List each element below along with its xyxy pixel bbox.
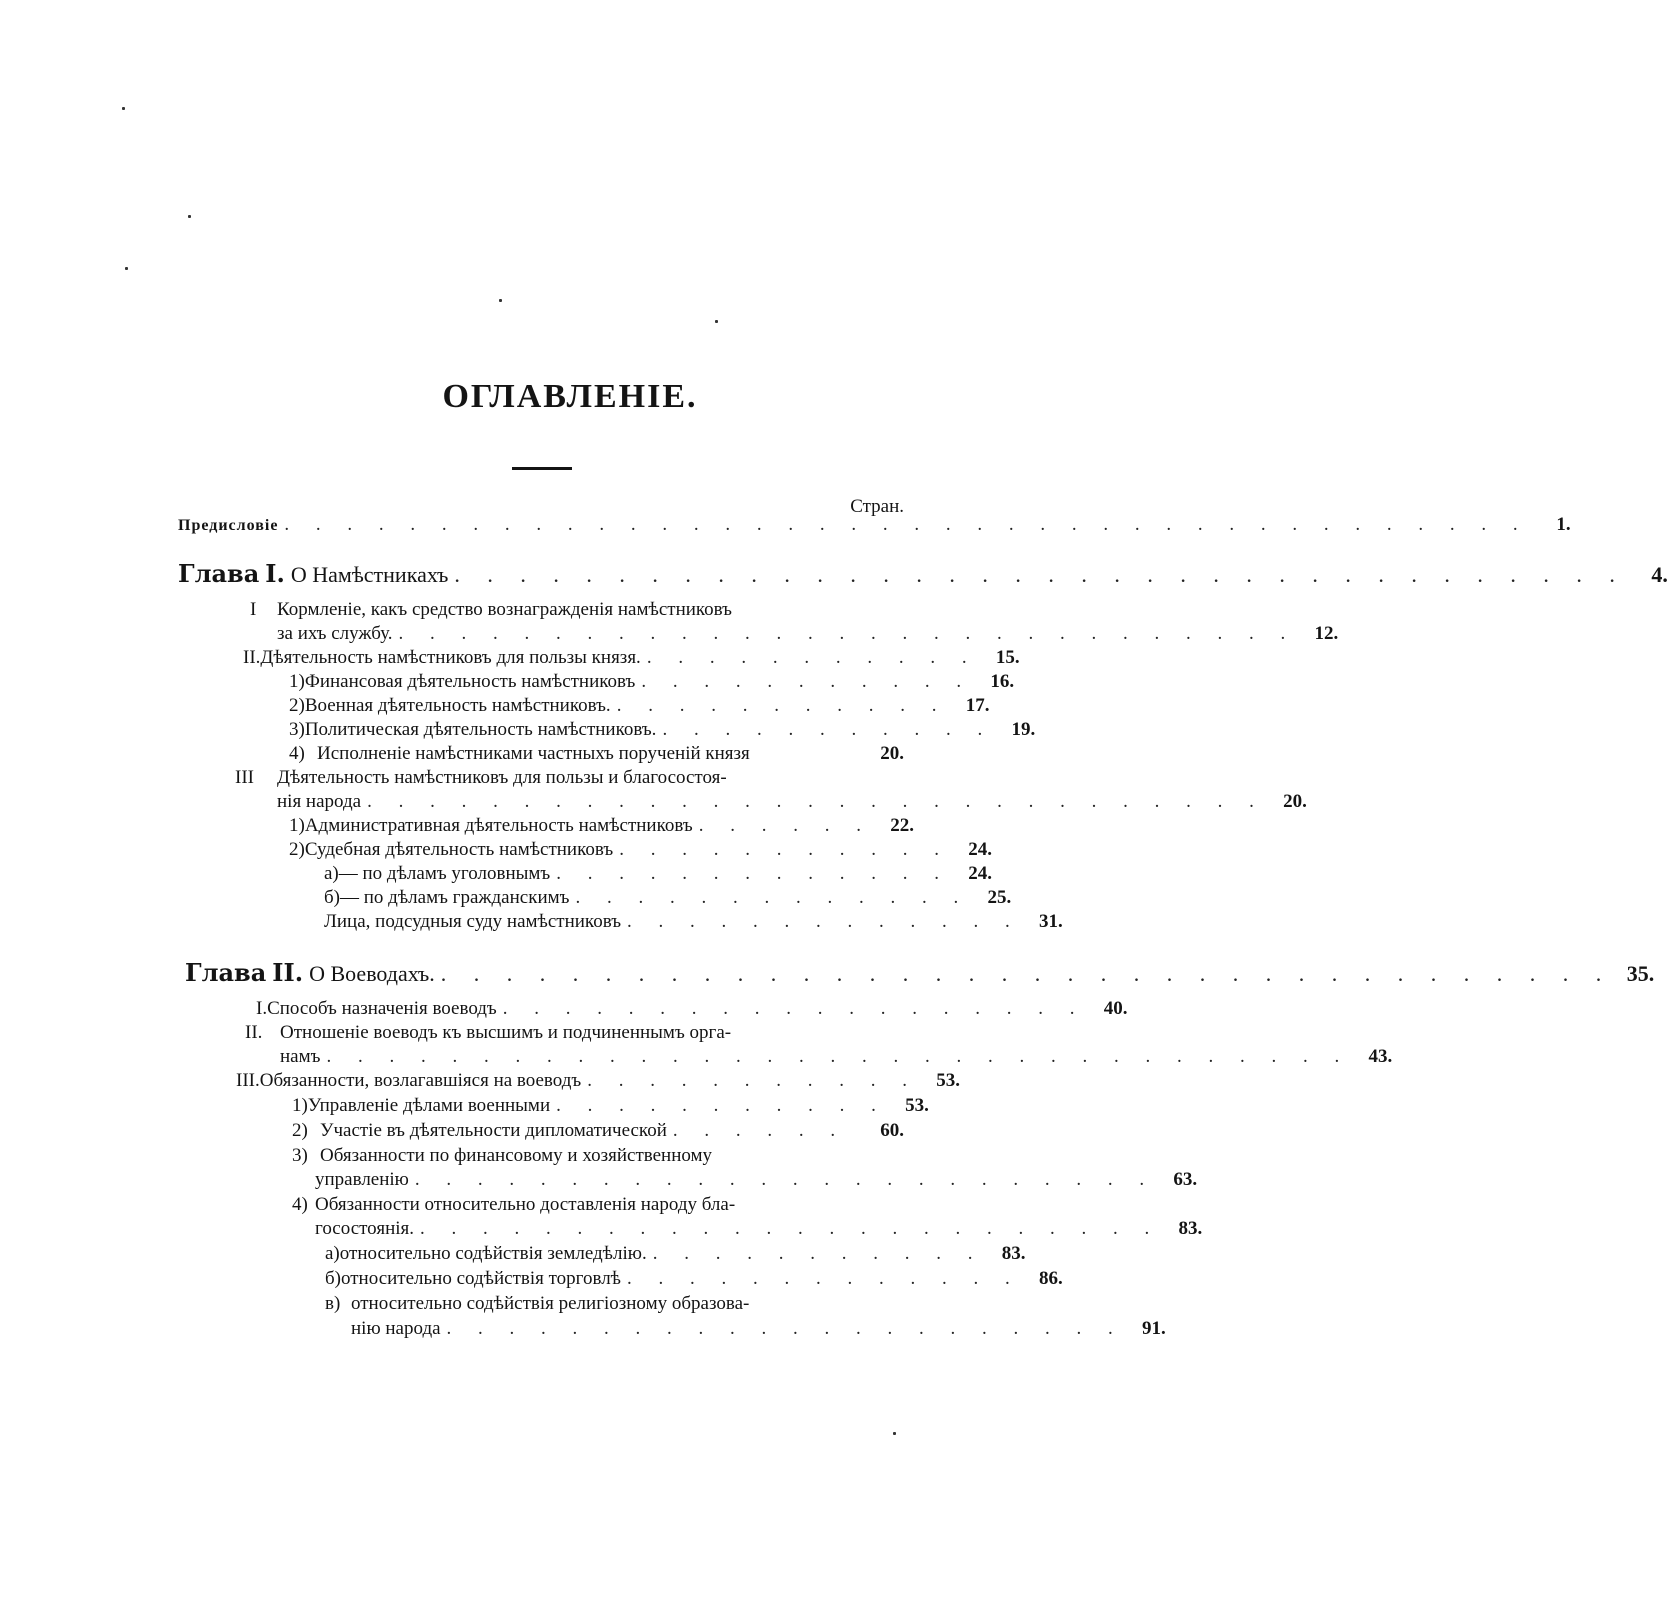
chapter-word: Глава bbox=[185, 958, 267, 987]
toc-entry-label: Исполненіе намѣстниками частныхъ порученій князя bbox=[317, 743, 750, 764]
toc-entry-label: Управленіе дѣлами военными bbox=[307, 1095, 551, 1116]
chapter-number: I. bbox=[265, 559, 285, 588]
leader-dots: . . . . . . bbox=[672, 1120, 847, 1141]
leader-dots: . . . . . . . . . . . bbox=[619, 839, 950, 860]
toc-page-number: 83. bbox=[1001, 1243, 1026, 1264]
toc-chapter-1[interactable] bbox=[178, 557, 1668, 591]
toc-entry-number: 4) bbox=[289, 743, 305, 764]
toc-entry[interactable] bbox=[324, 861, 992, 887]
toc-entry-label: — по дѣламъ гражданскимъ bbox=[340, 887, 570, 908]
leader-dots: . . . . . . . . . . . bbox=[662, 719, 994, 740]
leader-dots: . . . . . . . . . . . . . . . . . . . . . . . . . . . . . bbox=[367, 791, 1265, 812]
chapter-title: О Воеводахъ. bbox=[309, 961, 435, 986]
toc-entry-number: III bbox=[235, 767, 254, 788]
page-column-header: Стран. bbox=[850, 496, 904, 517]
scan-speck bbox=[188, 215, 191, 218]
toc-entry[interactable] bbox=[351, 1316, 1166, 1342]
toc-page-number: 60. bbox=[880, 1120, 904, 1141]
toc-page-number: 22. bbox=[890, 815, 914, 836]
toc-entry-label: Обязанности относительно доставленія народу бла- bbox=[315, 1194, 736, 1215]
toc-page-number: 86. bbox=[1039, 1268, 1063, 1289]
toc-entry-label: Военная дѣятельность намѣстниковъ. bbox=[304, 695, 611, 716]
toc-entry-label: Лица, подсудныя суду намѣстниковъ bbox=[324, 911, 622, 932]
toc-entry[interactable] bbox=[324, 885, 1012, 911]
toc-entry[interactable] bbox=[289, 837, 992, 863]
toc-entry-number: 4) bbox=[292, 1194, 308, 1215]
toc-entry[interactable] bbox=[243, 645, 1020, 671]
toc-entry-label: за ихъ службу. bbox=[277, 623, 393, 644]
toc-entry[interactable] bbox=[292, 1143, 904, 1169]
toc-entry-number: III. bbox=[236, 1070, 260, 1091]
toc-entry-label: Обязанности по финансовому и хозяйственному bbox=[320, 1145, 713, 1166]
chapter-number: II. bbox=[272, 958, 304, 987]
toc-entry-label: Административная дѣятельность намѣстниковъ bbox=[304, 815, 693, 836]
toc-entry-label: относительно содѣйствія религіозному образова- bbox=[351, 1293, 750, 1314]
toc-entry[interactable] bbox=[236, 1068, 960, 1094]
toc-page-number: 17. bbox=[965, 695, 990, 716]
toc-entry-number: 1) bbox=[292, 1095, 308, 1116]
title-rule bbox=[512, 467, 572, 470]
toc-page-number: 19. bbox=[1011, 719, 1036, 740]
toc-entry[interactable] bbox=[325, 1266, 1063, 1292]
toc-entry-number: 2) bbox=[289, 695, 305, 716]
leader-dots: . . . . . . . . . . . . . . . . . . . . . . . . bbox=[420, 1218, 1161, 1239]
leader-dots: . . . . . . . . . . . . . bbox=[627, 1268, 1021, 1289]
toc-page-number: 43. bbox=[1368, 1046, 1393, 1067]
toc-page-number: 53. bbox=[905, 1095, 929, 1116]
scan-speck bbox=[499, 299, 502, 302]
toc-entry-number: 1) bbox=[289, 815, 305, 836]
toc-entry-label: Способъ назначенія воеводъ bbox=[267, 998, 497, 1019]
toc-entry-number: I bbox=[250, 599, 257, 620]
leader-dots: . . . . . . . . . . . . . . . . . . . . . . . . . . . . . . . . . bbox=[326, 1046, 1351, 1067]
toc-entry-label: Политическая дѣятельность намѣстниковъ. bbox=[304, 719, 657, 740]
toc-entry-number: 2) bbox=[289, 839, 305, 860]
toc-page-number: 25. bbox=[987, 887, 1012, 908]
toc-entry-label: Кормленіе, какъ средство вознагражденія намѣстниковъ bbox=[277, 599, 732, 620]
toc-entry-number: в) bbox=[325, 1293, 341, 1314]
scan-speck bbox=[893, 1432, 896, 1435]
toc-page-number: 24. bbox=[968, 839, 992, 860]
leader-dots: . . . . . . bbox=[698, 815, 872, 836]
toc-entry-label: намъ bbox=[280, 1046, 321, 1067]
toc-entry-number: 1) bbox=[289, 671, 305, 692]
toc-entry-number: 2) bbox=[292, 1120, 308, 1141]
toc-entry-number: II. bbox=[243, 647, 261, 668]
toc-entry-number: б) bbox=[325, 1268, 341, 1289]
toc-entry-number: I. bbox=[256, 998, 268, 1019]
toc-entry[interactable] bbox=[292, 1093, 929, 1119]
toc-page-number: 4. bbox=[1651, 562, 1668, 587]
toc-entry-label: Дѣятельность намѣстниковъ для пользы князя. bbox=[260, 647, 641, 668]
toc-page-number: 40. bbox=[1103, 998, 1128, 1019]
leader-dots: . . . . . . . . . . . bbox=[641, 671, 973, 692]
scan-speck bbox=[125, 267, 128, 270]
leader-dots: . . . . . . . . . . . . . . . . . . . . . . bbox=[446, 1318, 1124, 1339]
toc-entry-label: относительно содѣйствія земледѣлію. bbox=[339, 1243, 647, 1264]
toc-page-number: 24. bbox=[968, 863, 992, 884]
toc-page-number: 12. bbox=[1314, 623, 1339, 644]
toc-entry-label: Отношеніе воеводъ къ высшимъ и подчиненнымъ орга- bbox=[280, 1022, 732, 1043]
toc-page-number: 83. bbox=[1178, 1218, 1203, 1239]
leader-dots: . . . . . . . . . . . bbox=[587, 1070, 918, 1091]
leader-dots: . . . . . . . . . . . . . . . . . . . bbox=[502, 998, 1086, 1019]
toc-entry-number: 3) bbox=[292, 1145, 308, 1166]
toc-entry[interactable] bbox=[289, 813, 914, 839]
toc-page-number: 15. bbox=[995, 647, 1020, 668]
toc-entry[interactable] bbox=[289, 741, 904, 767]
toc-entry-preface[interactable] bbox=[178, 512, 1571, 538]
toc-page-number: 20. bbox=[1283, 791, 1307, 812]
toc-page-number: 1. bbox=[1556, 514, 1571, 535]
leader-dots: . . . . . . . . . . . . . bbox=[556, 863, 950, 884]
toc-page-number: 53. bbox=[936, 1070, 960, 1091]
toc-entry[interactable] bbox=[235, 765, 904, 791]
toc-entry[interactable] bbox=[256, 996, 1128, 1022]
toc-entry-label: — по дѣламъ уголовнымъ bbox=[338, 863, 551, 884]
toc-entry-label: Финансовая дѣятельность намѣстниковъ bbox=[304, 671, 636, 692]
leader-dots: . . . . . . . . . . . . . bbox=[627, 911, 1021, 932]
toc-entry-label: управленію bbox=[315, 1169, 409, 1190]
toc-entry[interactable] bbox=[280, 1044, 1393, 1070]
toc-entry-number: б) bbox=[324, 887, 340, 908]
toc-entry[interactable] bbox=[245, 1020, 904, 1046]
leader-dots: . . . . . . . . . . . . . bbox=[575, 887, 970, 908]
leader-dots: . . . . . . . . . . . . . . . . . . . . . . . . . . . . . . . . . . . . . . . . bbox=[284, 514, 1529, 535]
toc-entry[interactable] bbox=[292, 1118, 904, 1144]
toc-page-number: 16. bbox=[990, 671, 1015, 692]
toc-entry[interactable] bbox=[315, 1167, 1198, 1193]
leader-dots: . . . . . . . . . . . bbox=[646, 647, 978, 668]
toc-entry-label: Дѣятельность намѣстниковъ для пользы и благосостоя- bbox=[277, 767, 727, 788]
toc-entry[interactable] bbox=[292, 1192, 904, 1218]
leader-dots: . . . . . . . . . . . . . . . . . . . . . . . . . . . . . . . . . . . . bbox=[440, 961, 1613, 986]
toc-entry[interactable] bbox=[315, 1216, 1203, 1242]
scan-speck bbox=[715, 320, 718, 323]
toc-page-number: 35. bbox=[1626, 961, 1655, 986]
leader-dots: . . . . . . . . . . . bbox=[556, 1095, 887, 1116]
toc-chapter-2[interactable] bbox=[185, 956, 1655, 990]
page-title: ОГЛАВЛЕНІЕ. bbox=[442, 378, 698, 415]
leader-dots: . . . . . . . . . . . . . . . . . . . . . . . . . . . . . . . . . . . . bbox=[454, 562, 1626, 587]
toc-entry-label: нію народа bbox=[351, 1318, 441, 1339]
toc-entry[interactable] bbox=[289, 669, 1015, 695]
toc-entry-label: нія народа bbox=[277, 791, 362, 812]
toc-page-number: 31. bbox=[1039, 911, 1063, 932]
toc-entry[interactable] bbox=[289, 717, 1036, 743]
toc-entry-label: Обязанности, возлагавшіяся на воеводъ bbox=[259, 1070, 582, 1091]
toc-entry[interactable] bbox=[277, 621, 1339, 647]
toc-entry[interactable] bbox=[325, 1241, 1026, 1267]
toc-page-number: 20. bbox=[880, 743, 904, 764]
toc-entry-number: а) bbox=[325, 1243, 340, 1264]
toc-entry-number: II. bbox=[245, 1022, 263, 1043]
toc-entry-label: госостоянія. bbox=[315, 1218, 414, 1239]
toc-entry-label: Участіе въ дѣятельности дипломатической bbox=[320, 1120, 667, 1141]
chapter-word: Глава bbox=[178, 559, 260, 588]
toc-entry-number: а) bbox=[324, 863, 339, 884]
scan-speck bbox=[122, 107, 125, 110]
toc-page-number: 91. bbox=[1142, 1318, 1166, 1339]
toc-entry-label: относительно содѣйствія торговлѣ bbox=[341, 1268, 621, 1289]
leader-dots: . . . . . . . . . . . bbox=[652, 1243, 984, 1264]
toc-entry[interactable] bbox=[289, 693, 990, 719]
toc-entry-label: Судебная дѣятельность намѣстниковъ bbox=[304, 839, 614, 860]
chapter-title: О Намѣстникахъ bbox=[290, 562, 449, 587]
toc-page-number: 63. bbox=[1173, 1169, 1198, 1190]
toc-entry-label: Предисловіе bbox=[178, 517, 279, 534]
leader-dots: . . . . . . . . . . . . . . . . . . . . . . . . . . . . . bbox=[398, 623, 1297, 644]
toc-entry[interactable] bbox=[324, 909, 1063, 935]
toc-entry-number: 3) bbox=[289, 719, 305, 740]
toc-entry[interactable] bbox=[325, 1291, 904, 1317]
leader-dots: . . . . . . . . . . . bbox=[616, 695, 948, 716]
toc-entry[interactable] bbox=[250, 597, 904, 623]
leader-dots: . . . . . . . . . . . . . . . . . . . . . . . . bbox=[414, 1169, 1156, 1190]
toc-entry[interactable] bbox=[277, 789, 1307, 815]
